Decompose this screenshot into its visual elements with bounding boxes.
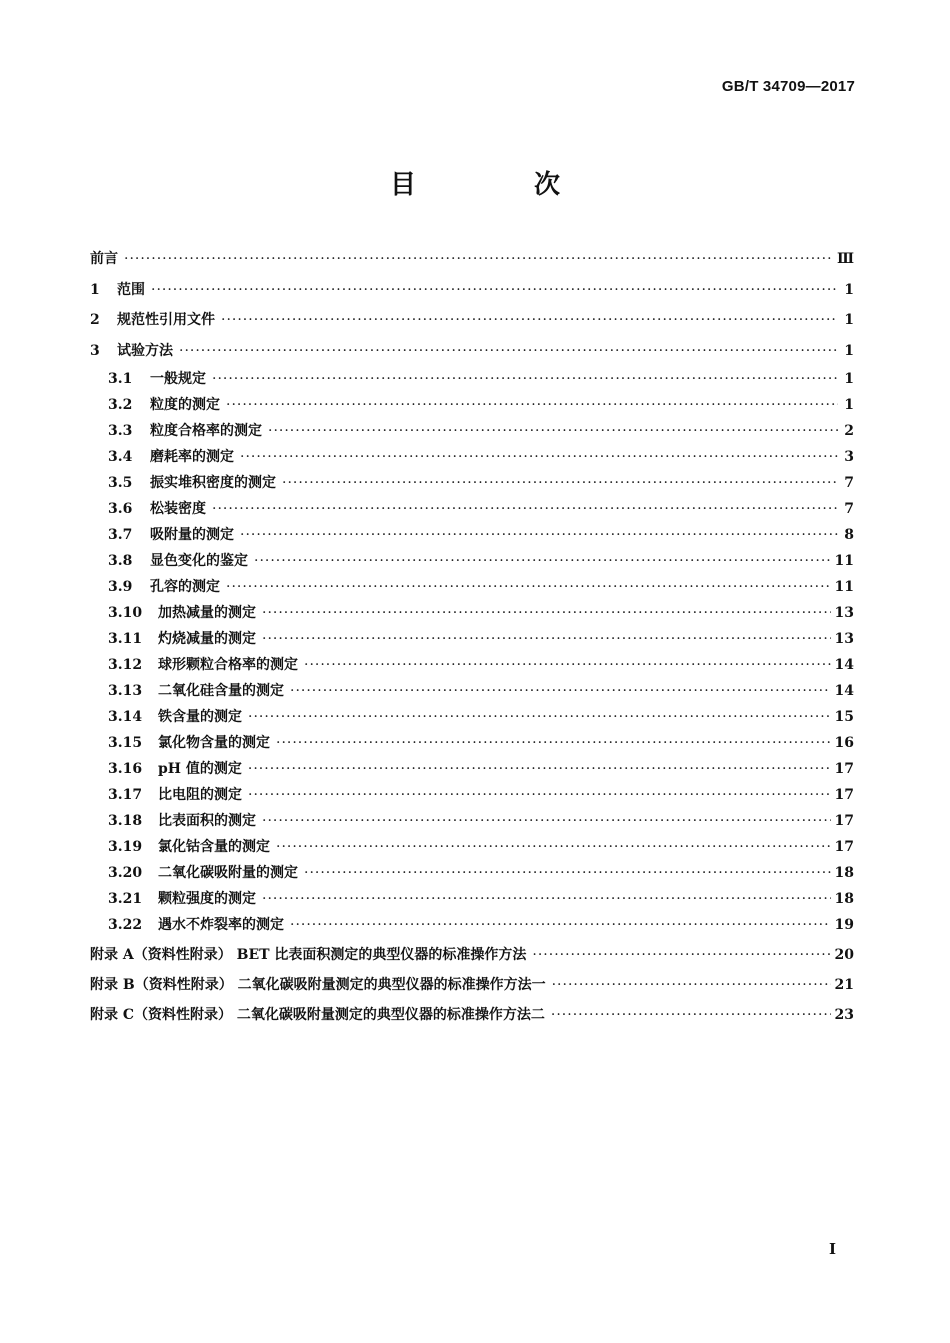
dot-leader	[254, 548, 831, 574]
toc-entry-page: 15	[834, 709, 854, 725]
toc-entry-title: 氯化钴含量的测定	[158, 839, 270, 855]
toc-entry-number: 3.11	[108, 631, 143, 647]
toc-entry-page: 17	[834, 761, 854, 777]
toc-entry-title: 比表面积的测定	[158, 813, 256, 829]
toc-entry-3-15[interactable]	[90, 730, 854, 756]
dot-leader	[179, 336, 838, 367]
toc-entry-page: 1	[844, 371, 854, 387]
toc-entry-3-20[interactable]	[90, 860, 854, 886]
toc-entry-title: 灼烧减量的测定	[158, 631, 256, 647]
toc-entry-number: 3.1	[108, 371, 133, 387]
dot-leader	[212, 496, 838, 522]
dot-leader	[262, 808, 831, 834]
toc-entry-page: 21	[834, 977, 854, 993]
toc-entry-number: 3.3	[108, 423, 133, 439]
toc-entry-page: 1	[844, 342, 854, 359]
dot-leader	[304, 652, 831, 678]
dot-leader	[248, 782, 831, 808]
toc-entry-title: 附录 A（资料性附录） BET 比表面积测定的典型仪器的标准操作方法	[90, 947, 527, 963]
dot-leader	[240, 444, 838, 470]
dot-leader	[262, 626, 831, 652]
toc-entry-number: 3.5	[108, 475, 133, 491]
dot-leader	[226, 574, 831, 600]
toc-entry-number: 3.7	[108, 527, 133, 543]
toc-entry-title: pH 值的测定	[158, 761, 242, 777]
page-title: 目 次	[389, 170, 606, 200]
toc-entry-page: 19	[834, 917, 854, 933]
toc-entry-title: 粒度的测定	[150, 397, 220, 413]
toc-entry-number: 3.12	[108, 657, 143, 673]
toc-entry-page: 14	[834, 683, 854, 699]
toc-entry-number: 3	[90, 342, 100, 359]
toc-entry-title: 二氧化硅含量的测定	[158, 683, 284, 699]
toc-entry-page: 3	[844, 449, 854, 465]
toc-entry-appendix-a[interactable]	[90, 940, 854, 970]
toc-entry-title: 吸附量的测定	[150, 527, 234, 543]
toc-entry-page: 1	[844, 397, 854, 413]
toc-entry-3-7[interactable]	[90, 522, 854, 548]
toc-entry-appendix-c[interactable]	[90, 1000, 854, 1030]
toc-entry-title: 颗粒强度的测定	[158, 891, 256, 907]
toc-entry-number: 3.20	[108, 865, 143, 881]
toc-entry-title: 比电阻的测定	[158, 787, 242, 803]
toc-entry-page: 14	[834, 657, 854, 673]
toc-entry-title: 试验方法	[117, 342, 173, 359]
dot-leader	[226, 392, 838, 418]
toc-entry-page: 7	[844, 501, 854, 517]
toc-entry-foreword[interactable]	[90, 244, 854, 275]
toc-entry-number: 3.10	[108, 605, 143, 621]
standard-code: GB/T 34709—2017	[721, 78, 855, 95]
toc-entry-title: 显色变化的鉴定	[150, 553, 248, 569]
dot-leader	[262, 886, 831, 912]
dot-leader	[221, 305, 838, 336]
dot-leader	[290, 912, 831, 938]
toc-entry-3-13[interactable]	[90, 678, 854, 704]
toc-entry-page: 1	[844, 281, 854, 298]
toc-entry-title: 范围	[117, 281, 145, 298]
toc-entry-3-21[interactable]	[90, 886, 854, 912]
toc-entry-3-1[interactable]	[90, 366, 854, 392]
dot-leader	[276, 834, 831, 860]
table-of-contents	[90, 244, 854, 1030]
dot-leader	[248, 756, 831, 782]
toc-entry-3-14[interactable]	[90, 704, 854, 730]
dot-leader	[552, 970, 831, 1000]
toc-entry-title: 铁含量的测定	[158, 709, 242, 725]
toc-entry-3-2[interactable]	[90, 392, 854, 418]
toc-entry-page: 8	[844, 527, 854, 543]
toc-entry-page: 17	[834, 813, 854, 829]
toc-entry-page: 1	[844, 312, 854, 328]
toc-entry-3-4[interactable]	[90, 444, 854, 470]
toc-entry-number: 3.22	[108, 917, 143, 933]
toc-entry-number: 3.21	[108, 891, 143, 907]
toc-entry-title: 振实堆积密度的测定	[150, 475, 276, 491]
page-number: I	[828, 1240, 836, 1258]
toc-entry-number: 2	[90, 312, 100, 328]
toc-entry-number: 3.6	[108, 501, 133, 517]
dot-leader	[268, 418, 838, 444]
toc-entry-title: 一般规定	[150, 371, 206, 387]
dot-leader	[304, 860, 831, 886]
toc-entry-number: 3.14	[108, 709, 143, 725]
dot-leader	[240, 522, 838, 548]
toc-entry-number: 3.9	[108, 579, 133, 595]
toc-entry-3-17[interactable]	[90, 782, 854, 808]
toc-entry-3-8[interactable]	[90, 548, 854, 574]
toc-entry-page: 11	[834, 579, 854, 595]
toc-entry-page: 23	[834, 1007, 854, 1023]
toc-entry-title: 球形颗粒合格率的测定	[158, 657, 298, 673]
toc-entry-page: 13	[834, 631, 854, 647]
toc-entry-title: 加热减量的测定	[158, 605, 256, 621]
toc-entry-title: 遇水不炸裂率的测定	[158, 917, 284, 933]
toc-entry-page: 18	[834, 865, 854, 881]
toc-entry-title: 氯化物含量的测定	[158, 735, 270, 751]
toc-entry-3-11[interactable]	[90, 626, 854, 652]
toc-entry-number: 3.16	[108, 761, 143, 777]
toc-entry-number: 3.2	[108, 397, 133, 413]
toc-entry-title: 孔容的测定	[150, 579, 220, 595]
toc-entry-2[interactable]	[90, 305, 854, 336]
toc-entry-title: 磨耗率的测定	[150, 449, 234, 465]
toc-entry-page: 18	[834, 891, 854, 907]
dot-leader	[551, 1000, 831, 1030]
toc-entry-title: 前言	[90, 251, 118, 267]
toc-entry-title: 二氧化碳吸附量的测定	[158, 865, 298, 881]
dot-leader	[262, 600, 831, 626]
dot-leader	[276, 730, 831, 756]
toc-entry-page: 16	[834, 735, 854, 751]
toc-entry-title: 松装密度	[150, 501, 206, 517]
toc-entry-page: 2	[844, 423, 854, 439]
dot-leader	[151, 275, 838, 306]
toc-entry-3-19[interactable]	[90, 834, 854, 860]
dot-leader	[290, 678, 831, 704]
dot-leader	[248, 704, 831, 730]
toc-entry-number: 3.4	[108, 449, 133, 465]
toc-entry-page: 20	[834, 947, 854, 963]
toc-entry-page: 11	[834, 553, 854, 569]
toc-entry-3-18[interactable]	[90, 808, 854, 834]
toc-entry-page: 17	[834, 839, 854, 855]
toc-entry-3-6[interactable]	[90, 496, 854, 522]
toc-entry-1[interactable]	[90, 275, 854, 306]
toc-entry-number: 3.15	[108, 735, 143, 751]
toc-entry-3[interactable]	[90, 336, 854, 367]
toc-entry-page: 17	[834, 787, 854, 803]
toc-entry-appendix-b[interactable]	[90, 970, 854, 1000]
toc-entry-3-12[interactable]	[90, 652, 854, 678]
toc-entry-3-3[interactable]	[90, 418, 854, 444]
toc-entry-number: 3.18	[108, 813, 143, 829]
dot-leader	[212, 366, 838, 392]
toc-entry-3-9[interactable]	[90, 574, 854, 600]
toc-entry-3-22[interactable]	[90, 912, 854, 938]
toc-entry-title: 附录 C（资料性附录） 二氧化碳吸附量测定的典型仪器的标准操作方法二	[90, 1007, 545, 1023]
toc-entry-3-5[interactable]	[90, 470, 854, 496]
toc-entry-title: 附录 B（资料性附录） 二氧化碳吸附量测定的典型仪器的标准操作方法一	[90, 977, 546, 993]
dot-leader	[282, 470, 838, 496]
toc-entry-number: 1	[90, 281, 100, 298]
toc-entry-page: 7	[844, 475, 854, 491]
toc-entry-number: 3.19	[108, 839, 143, 855]
dot-leader	[124, 244, 833, 275]
toc-entry-3-16[interactable]	[90, 756, 854, 782]
toc-entry-number: 3.17	[108, 787, 143, 803]
toc-entry-3-10[interactable]	[90, 600, 854, 626]
toc-entry-number: 3.8	[108, 553, 133, 569]
toc-entry-title: 规范性引用文件	[117, 312, 215, 328]
toc-entry-title: 粒度合格率的测定	[150, 423, 262, 439]
toc-entry-number: 3.13	[108, 683, 143, 699]
toc-entry-page: Ⅲ	[836, 251, 854, 267]
toc-entry-page: 13	[834, 605, 854, 621]
dot-leader	[532, 940, 830, 970]
